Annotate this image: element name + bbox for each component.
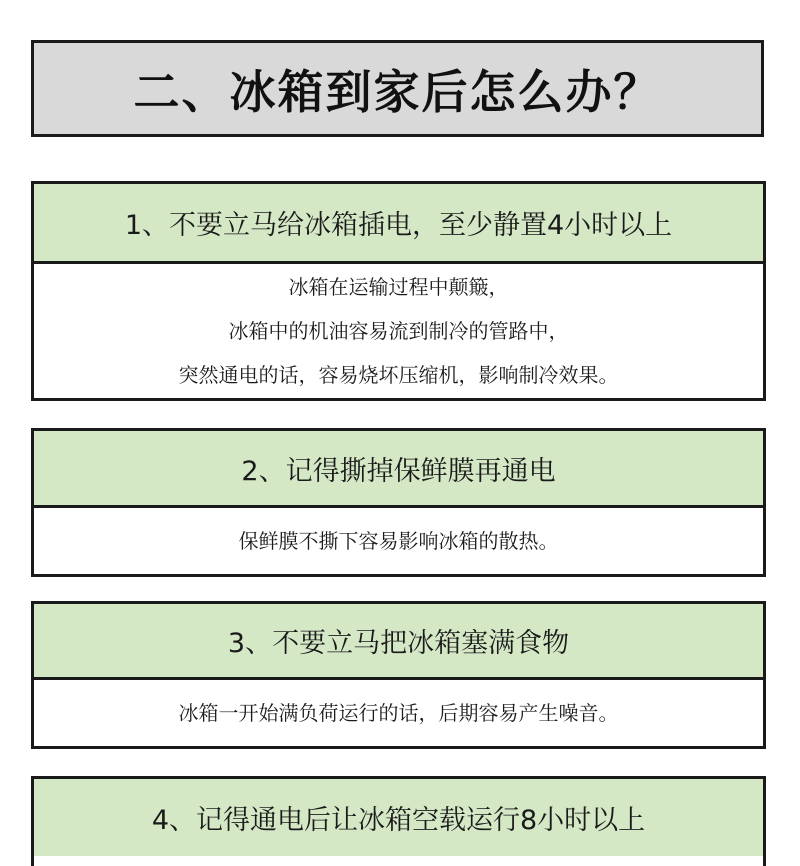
tip-card-2-body — [34, 508, 763, 574]
tip-heading: 1、不要立马给冰箱插电，至少静置4小时以上 — [124, 210, 673, 241]
tip-card-1-header — [34, 184, 763, 264]
tip-card-1-body — [34, 264, 763, 398]
tip-heading: 4、记得通电后让冰箱空载运行8小时以上 — [151, 805, 646, 836]
tip-body-line: 保鲜膜不撕下容易影响冰箱的散热。 — [238, 529, 559, 553]
tip-body-line: 冰箱中的机油容易流到制冷的管路中， — [228, 319, 569, 343]
tip-card-2-header — [34, 431, 763, 508]
tip-card-3-header — [34, 604, 763, 680]
tip-body-line: 突然通电的话，容易烧坏压缩机，影响制冷效果。 — [178, 363, 619, 387]
tip-body-line: 冰箱一开始满负荷运行的话，后期容易产生噪音。 — [178, 701, 619, 725]
tip-card-4-header — [34, 779, 763, 856]
tip-card-3-body — [34, 680, 763, 746]
tip-body-line: 冰箱在运输过程中颠簸， — [288, 275, 509, 299]
page-title: 二、冰箱到家后怎么办？ — [133, 64, 662, 119]
tip-heading: 3、不要立马把冰箱塞满食物 — [227, 628, 570, 659]
tip-card-3 — [31, 601, 766, 749]
tip-card-2 — [31, 428, 766, 577]
title-banner — [31, 40, 764, 137]
tip-heading: 2、记得撕掉保鲜膜再通电 — [241, 455, 556, 487]
tip-card-1 — [31, 181, 766, 401]
